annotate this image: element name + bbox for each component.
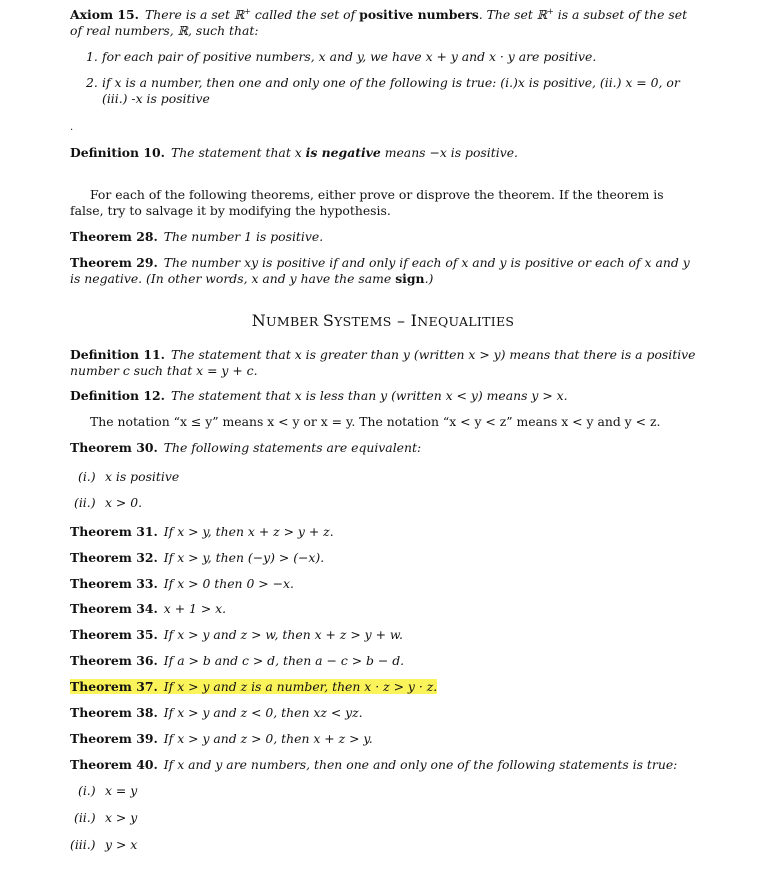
theorem-28: Theorem 28. The number 1 is positive. [70,229,324,244]
definition-12: Definition 12. The statement that x is less than y (written x < y) means y > x. [70,388,568,403]
definition-10: Definition 10. The statement that x is negative means −x is positive. [70,145,518,160]
theorem-34: Theorem 34. x + 1 > x. [70,601,227,616]
theorem-36: Theorem 36. If a > b and c > d, then a − c > b − d. [70,653,405,668]
theorem-39: Theorem 39. If x > y and z > 0, then x + z > y. [70,731,373,746]
theorem-31: Theorem 31. If x > y, then x + z > y + z. [70,524,334,539]
theorem-35: Theorem 35. If x > y and z > w, then x + z > y + w. [70,627,404,642]
axiom-15: Axiom 15. There is a set ℝ+ called the set of positive numbers. The set ℝ+ is a subset of the set of real numbers, ℝ, such that: [70,7,688,39]
theorem-32: Theorem 32. If x > y, then (−y) > (−x). [70,550,325,565]
notation-paragraph: The notation “x ≤ y” means x < y or x = y. The notation “x < y < z” means x < y and y < z. [90,414,661,429]
definition-11: Definition 11. The statement that x is greater than y (written x > y) means that there is a positive number c such that x = y + c. [70,347,696,378]
axiom-15-label: Axiom 15. [70,7,139,23]
theorem-37 [70,679,696,695]
theorem-29: Theorem 29. The number xy is positive if and only if each of x and y is positive or each of x and y is negative. (In other words, x and y have the same sign.) [70,255,690,286]
section-title: NUMBER SYSTEMS – INEQUALITIES [251,311,515,330]
axiom-15-item-2: 2. if x is a number, then one and only one of the following is true: (i.)x is positive, (ii.) x = 0, or (iii.) -x is positive [86,75,680,106]
theorem-30: Theorem 30. The following statements are equivalent: [70,440,422,455]
axiom-15-item-1: 1. for each pair of positive numbers, x and y, we have x + y and x · y are positive. [86,49,597,64]
theorem-37-highlight: Theorem 37. If x > y and z is a number, then x · z > y · z. [70,679,438,694]
theorem-38: Theorem 38. If x > y and z < 0, then xz < yz. [70,705,363,720]
theorem-40: Theorem 40. If x and y are numbers, then one and only one of the following statements is true: [70,757,678,772]
instructions-paragraph: For each of the following theorems, either prove or disprove the theorem. If the theorem is false, try to salvage it by modifying the hypothesis. [70,187,664,218]
stray-dot: . [70,122,74,133]
theorem-33: Theorem 33. If x > 0 then 0 > −x. [70,576,294,591]
